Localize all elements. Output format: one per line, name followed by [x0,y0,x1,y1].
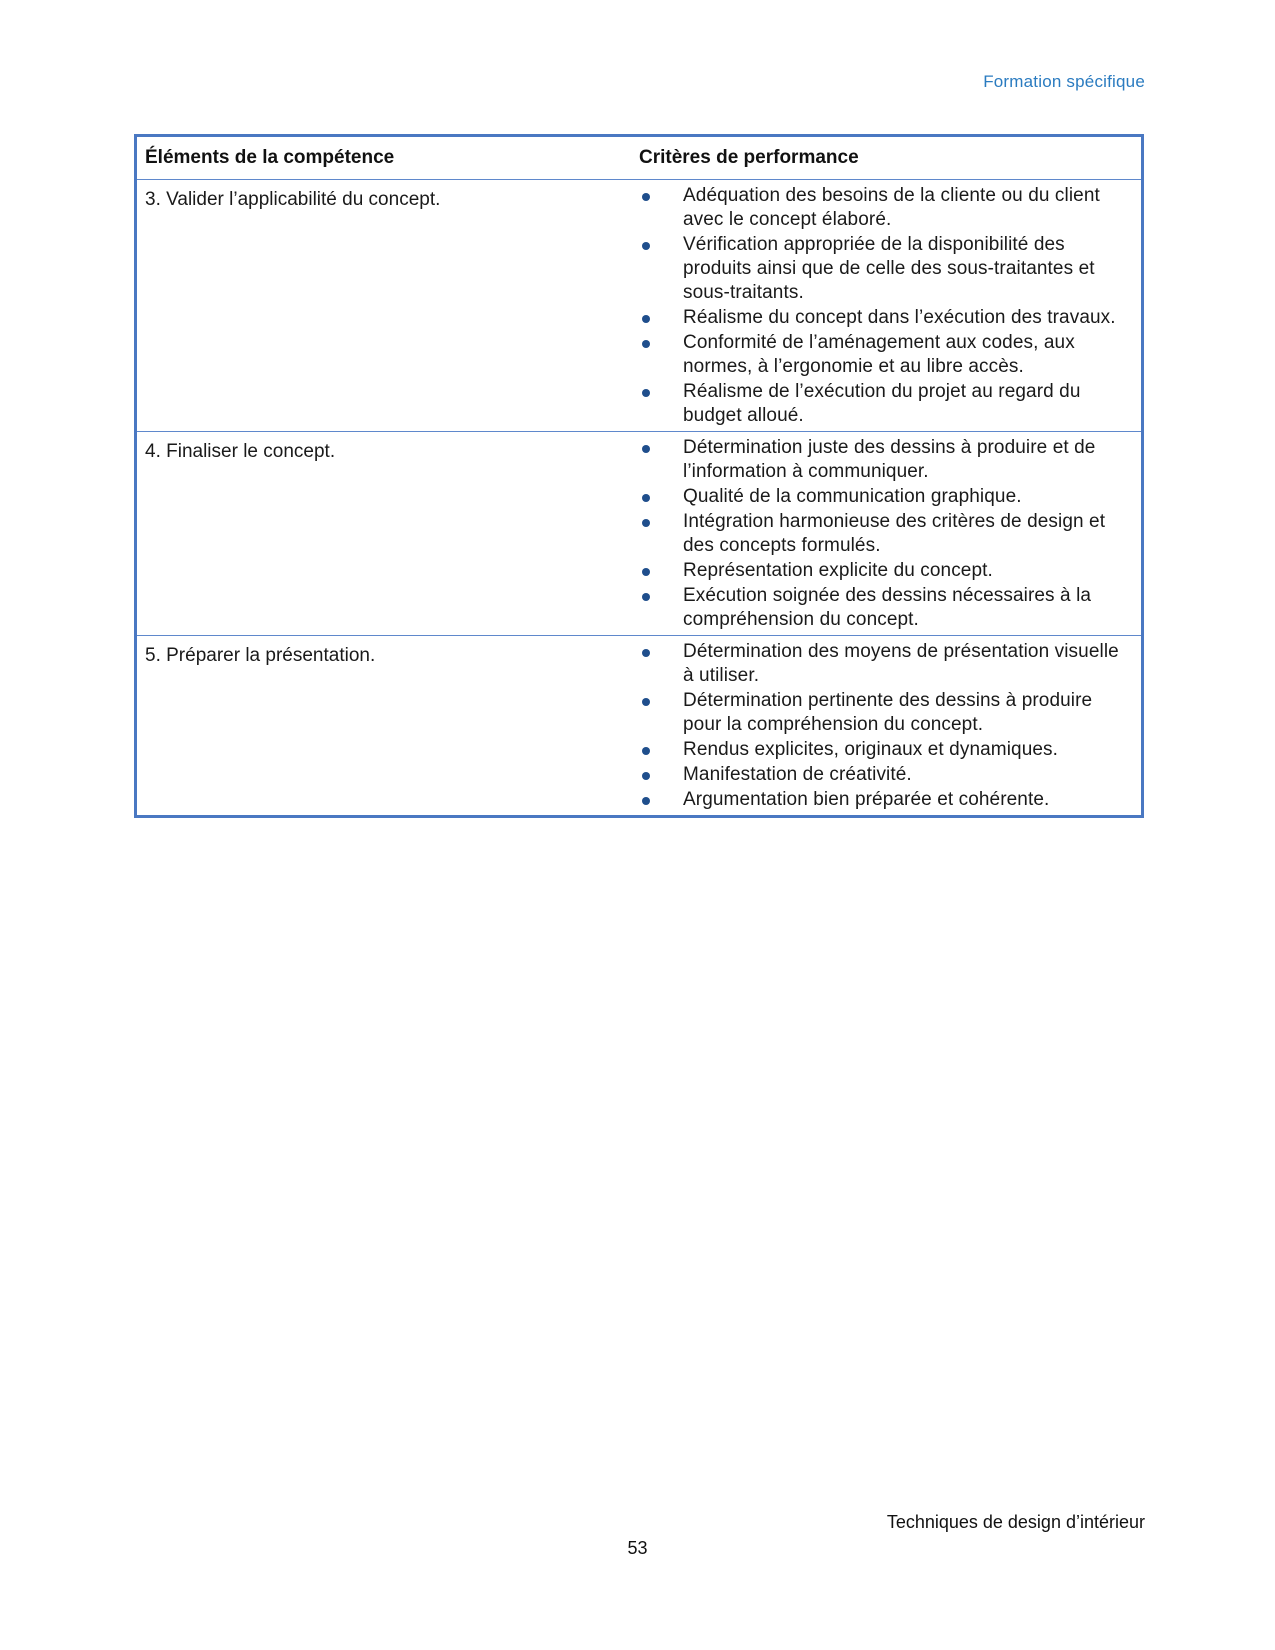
bullet-icon [639,184,683,201]
page-number: 53 [627,1538,648,1558]
bullet-icon [639,233,683,250]
table-row [137,636,1141,815]
criterion-item: Détermination juste des dessins à produire et de l’information à communiquer. [639,436,1131,484]
criterion-item: Rendus explicites, originaux et dynamiques. [639,738,1131,762]
column-header-elements: Éléments de la compétence [145,147,395,168]
program-title: Techniques de design d’intérieur [886,1512,1145,1532]
criteria-list [639,640,1131,812]
bullet-icon [639,436,683,453]
bullet-icon [639,763,683,780]
criterion-item: Adéquation des besoins de la cliente ou du client avec le concept élaboré. [639,184,1131,232]
competence-element: 4. Finaliser le concept. [145,441,336,462]
bullet-icon [639,331,683,348]
criterion-item: Argumentation bien préparée et cohérente. [639,788,1131,812]
bullet-icon [639,738,683,755]
bullet-icon [639,584,683,601]
column-header-criteria: Critères de performance [639,147,859,168]
criteria-list [639,184,1131,428]
competence-element: 3. Valider l’applicabilité du concept. [145,189,441,210]
bullet-icon [639,510,683,527]
criterion-item: Exécution soignée des dessins nécessaires à la compréhension du concept. [639,584,1131,632]
bullet-icon [639,788,683,805]
bullet-icon [639,559,683,576]
criteria-list [639,436,1131,632]
criterion-item: Manifestation de créativité. [639,763,1131,787]
criterion-item: Réalisme de l’exécution du projet au regard du budget alloué. [639,380,1131,428]
table-row [137,432,1141,636]
criterion-item: Vérification appropriée de la disponibilité des produits ainsi que de celle des sous-traitantes et sous-traitants. [639,233,1131,305]
bullet-icon [639,380,683,397]
criterion-item: Détermination des moyens de présentation visuelle à utiliser. [639,640,1131,688]
criterion-item: Représentation explicite du concept. [639,559,1131,583]
criterion-item: Réalisme du concept dans l’exécution des travaux. [639,306,1131,330]
criterion-item: Conformité de l’aménagement aux codes, aux normes, à l’ergonomie et au libre accès. [639,331,1131,379]
section-label: Formation spécifique [983,72,1145,91]
bullet-icon [639,485,683,502]
bullet-icon [639,306,683,323]
criterion-item: Détermination pertinente des dessins à produire pour la compréhension du concept. [639,689,1131,737]
bullet-icon [639,640,683,657]
competence-element: 5. Préparer la présentation. [145,645,376,666]
criterion-item: Intégration harmonieuse des critères de design et des concepts formulés. [639,510,1131,558]
criterion-item: Qualité de la communication graphique. [639,485,1131,509]
table-header-row [137,137,1141,180]
table-row [137,180,1141,432]
competence-table [134,134,1144,818]
bullet-icon [639,689,683,706]
